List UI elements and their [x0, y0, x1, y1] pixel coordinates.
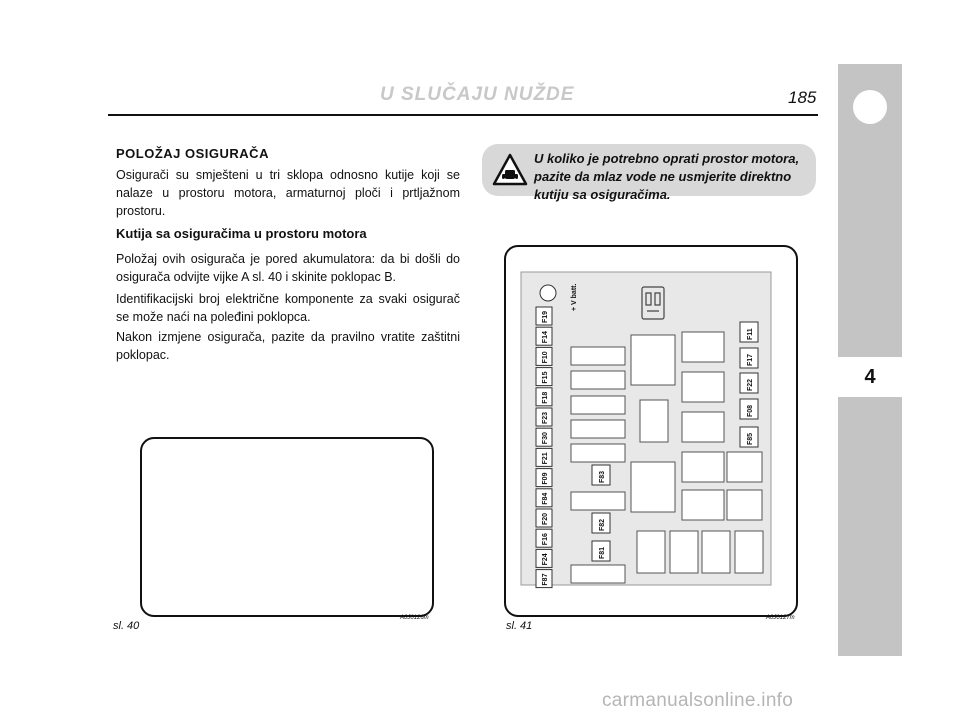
subsection-heading: Kutija sa osiguračima u prostoru motora [116, 226, 367, 241]
paragraph-1: Položaj ovih osigurača je pored akumulatora: da bi došli do osigurača odvijte vijke A sl. 40 i skinite poklopac B. [116, 252, 460, 284]
fuse-f82 [592, 513, 610, 533]
fuse-f84 [536, 489, 552, 507]
maxi-fuse-slot [670, 531, 698, 573]
fuse-label: F30 [542, 432, 549, 445]
relay-slot [640, 400, 668, 442]
fuse-f83 [592, 465, 610, 485]
relay-slot [682, 490, 724, 520]
side-tab-dot [853, 90, 887, 124]
fuse-f24 [536, 549, 552, 567]
fuse-f10 [536, 347, 552, 365]
fuse-f19 [536, 307, 552, 325]
fuse-label: F82 [599, 518, 606, 531]
fuse-f08 [740, 399, 758, 419]
fuse-label: F18 [542, 391, 549, 404]
figure-40-frame [140, 437, 434, 617]
fuse-f16 [536, 529, 552, 547]
fuse-f30 [536, 428, 552, 446]
blank-slot [571, 444, 625, 462]
watermark: carmanualsonline.info [602, 690, 794, 711]
right-fuse-column [740, 322, 758, 447]
relay-slot [682, 412, 724, 442]
blank-slot [571, 420, 625, 438]
blank-slot [571, 347, 625, 365]
relay-slot [631, 462, 675, 512]
maxi-fuse-slot [735, 531, 763, 573]
blank-slot [571, 371, 625, 389]
center-fuse-column [592, 465, 610, 561]
relay-slot [727, 490, 762, 520]
relay-slot [682, 452, 724, 482]
maxi-fuse-slot [637, 531, 665, 573]
fuse-f17 [740, 348, 758, 368]
fuse-label: F24 [542, 553, 549, 566]
fuse-label: F08 [747, 404, 754, 417]
paragraph-2: Identifikacijski broj električne komponente za svaki osigurač se može naći na poleđini poklopca. [116, 292, 460, 324]
maxi-fuse-slot [702, 531, 730, 573]
figure-40-caption: sl. 40 [113, 620, 140, 632]
vbatt-label: + V batt. [571, 283, 578, 311]
fuse-f85 [740, 427, 758, 447]
fuse-box-diagram [504, 245, 798, 617]
header-rule [108, 114, 818, 116]
fuse-label: F16 [542, 533, 549, 546]
fuse-f81 [592, 541, 610, 561]
fuse-label: F11 [747, 328, 754, 340]
fuse-f14 [536, 327, 552, 345]
fuse-label: F14 [542, 331, 549, 344]
fuse-label: F09 [542, 472, 549, 485]
fuse-label: F15 [542, 371, 549, 384]
fuse-label: F84 [542, 492, 549, 505]
chapter-number: 4 [838, 357, 902, 397]
relay-slot [682, 372, 724, 402]
blank-slot [571, 565, 625, 583]
page-header-title: U SLUČAJU NUŽDE [380, 84, 575, 105]
fuse-label: F87 [542, 573, 549, 586]
fuse-f11 [740, 322, 758, 342]
fuse-label: F21 [542, 452, 549, 465]
fuse-f20 [536, 509, 552, 527]
fuse-label: F22 [747, 378, 754, 391]
figure-40-code: A0J0126m [400, 615, 429, 621]
fuse-f18 [536, 388, 552, 406]
fuse-f21 [536, 448, 552, 466]
relay-slot [631, 335, 675, 385]
warning-triangle-icon [492, 152, 528, 188]
section-intro: Osigurači su smješteni u tri sklopa odnosno kutije koji se nalaze u prostoru motora, armaturnoj ploči i prtljažnom prostoru. [116, 168, 460, 218]
blank-slot [571, 396, 625, 414]
relay-slot [682, 332, 724, 362]
fuse-label: F83 [599, 470, 606, 483]
fuse-label: F20 [542, 512, 549, 525]
fuse-label: F19 [542, 310, 549, 323]
paragraph-3: Nakon izmjene osigurača, pazite da pravilno vratite zaštitni poklopac. [116, 330, 460, 362]
page-number: 185 [788, 88, 817, 107]
fuse-label: F23 [542, 411, 549, 424]
figure-41-caption: sl. 41 [506, 620, 533, 632]
relay-slot [727, 452, 762, 482]
fuse-f23 [536, 408, 552, 426]
fuse-label: F10 [542, 351, 549, 364]
warning-text: U koliko je potrebno oprati prostor motora, pazite da mlaz vode ne usmjerite direktno kutiju sa osiguračima. [534, 151, 800, 202]
fuse-f09 [536, 469, 552, 487]
fuse-f15 [536, 368, 552, 386]
fuse-label: F81 [599, 546, 606, 559]
figure-41-code: A0J0127m [766, 615, 795, 621]
fuse-f87 [536, 570, 552, 588]
section-heading: POLOŽAJ OSIGURAČA [116, 146, 269, 161]
fuse-label: F17 [747, 353, 754, 366]
battery-terminal [540, 285, 556, 301]
blank-slot [571, 492, 625, 510]
fuse-label: F85 [747, 432, 754, 445]
fuse-f22 [740, 373, 758, 393]
